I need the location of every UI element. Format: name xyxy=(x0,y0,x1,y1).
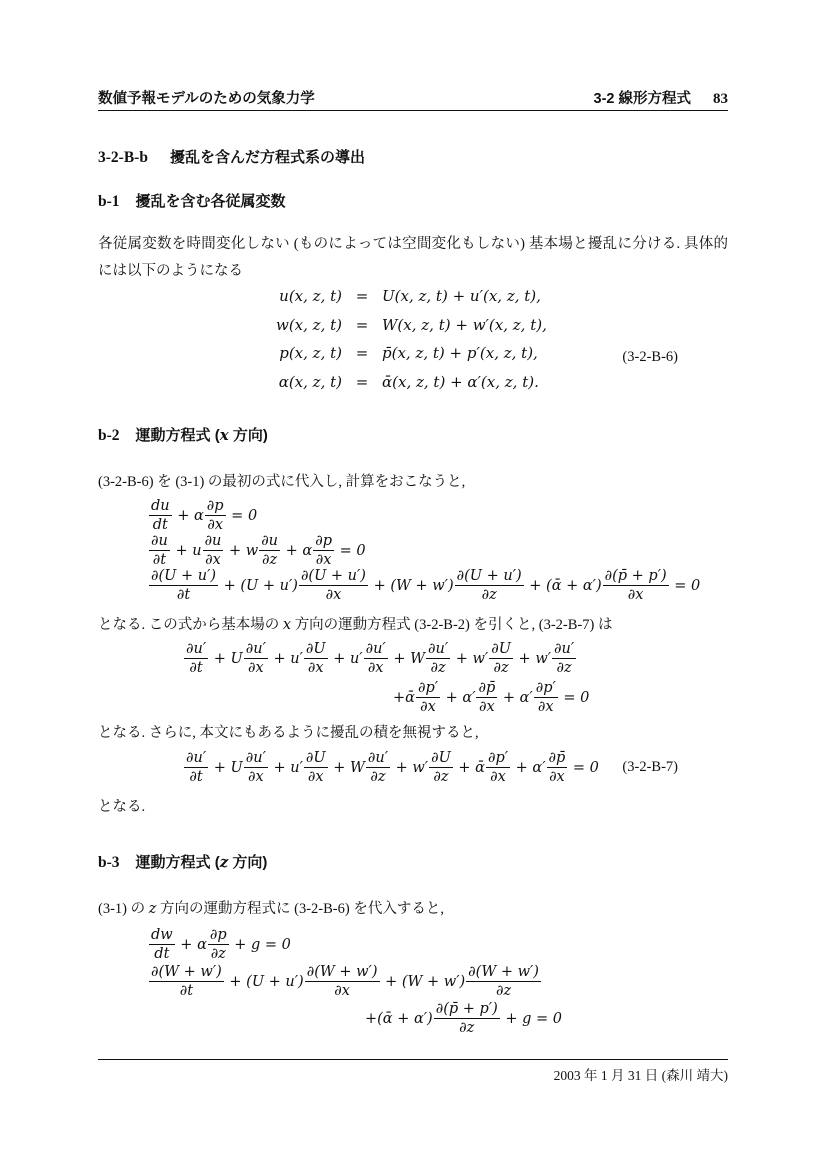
math-run: = 0 xyxy=(226,507,258,524)
equation-block-x-expanded xyxy=(98,641,728,715)
fraction: $\frac{dw}{dt}$ xyxy=(151,927,173,962)
fraction: $\frac{\partial u'}{\partial t}$ xyxy=(186,750,207,785)
math-run: + U xyxy=(209,759,243,776)
subsection-number: b-3 xyxy=(98,854,120,871)
header-right xyxy=(594,87,729,108)
math-var-z: z xyxy=(148,901,157,917)
equation-line xyxy=(148,533,728,568)
fraction: $\frac{\partial(W + w')}{\partial t}$ xyxy=(151,964,222,999)
fraction: $\frac{\partial(U + u')}{\partial z}$ xyxy=(456,568,522,603)
math-run: = 0 xyxy=(568,759,599,776)
fraction: $\frac{\partial p}{\partial x}$ xyxy=(206,498,224,533)
equation-row-w xyxy=(250,316,728,345)
equals-sign: = xyxy=(355,344,369,362)
math-run: + α xyxy=(281,542,313,559)
equation-block-x-substitution xyxy=(98,498,728,603)
fraction: $\frac{\partial u'}{\partial x}$ xyxy=(365,641,386,676)
section-title: 擾乱を含んだ方程式系の導出 xyxy=(169,149,365,166)
math-run: + u′ xyxy=(268,650,303,667)
paragraph-subtract-basic xyxy=(98,612,728,639)
page-footer xyxy=(98,1066,728,1086)
eq-rhs: ᾱ(x, z, t) + α′(x, z, t). xyxy=(382,372,539,391)
paragraph-substitute xyxy=(98,469,728,496)
subsection-heading-b-1 xyxy=(98,190,286,211)
paragraph-text: となる. さらに, 本文にもあるように擾乱の積を無視すると, xyxy=(98,725,479,741)
equals-sign: = xyxy=(355,315,369,334)
math-run: + u′ xyxy=(268,759,303,776)
math-var-z: z xyxy=(219,853,229,871)
section-heading-3-2-B-b xyxy=(98,146,365,167)
subsection-number: b-2 xyxy=(98,427,120,444)
math-run: + (U + u′) xyxy=(224,973,304,990)
equation-3-2-B-7 xyxy=(98,750,728,790)
paragraph-text: (3-2-B-6) を (3-1) の最初の式に代入し, 計算をおこなうと, xyxy=(98,474,466,490)
equation-line xyxy=(148,964,728,999)
fraction: $\frac{du}{dt}$ xyxy=(151,498,170,533)
math-run: + (W + w′) xyxy=(368,577,454,594)
fraction: $\frac{\partial p̄}{\partial x}$ xyxy=(548,750,566,785)
paragraph-z-substitute xyxy=(98,896,728,923)
equation-row-u xyxy=(250,287,728,316)
fraction: $\frac{\partial u}{\partial z}$ xyxy=(261,533,279,568)
fraction: $\frac{\partial u'}{\partial t}$ xyxy=(186,641,207,676)
equation-line xyxy=(148,568,728,603)
math-run: + U xyxy=(209,650,243,667)
eq-rhs: U(x, z, t) + u′(x, z, t), xyxy=(382,287,541,305)
equation-row-alpha xyxy=(250,373,728,402)
math-run: + α xyxy=(172,507,204,524)
equals-sign: = xyxy=(355,287,369,305)
math-run: + α′ xyxy=(511,759,546,776)
subsection-heading-b-2 xyxy=(98,424,268,445)
subsection-title: 擾乱を含む各従属変数 xyxy=(135,193,286,210)
math-run: + w′ xyxy=(391,759,429,776)
fraction: $\frac{\partial p}{\partial x}$ xyxy=(315,533,332,568)
fraction: $\frac{\partial p'}{\partial x}$ xyxy=(535,680,556,715)
paragraph-text: となる. この式から基本場の xyxy=(98,617,283,633)
math-run: + W xyxy=(388,650,426,667)
fraction: $\frac{\partial p}{\partial z}$ xyxy=(209,927,227,962)
paragraph-text: 各従属変数を時間変化しない (ものによっては空間変化もしない) 基本場と擾乱に分ける. 具体的には以下のようになる xyxy=(98,236,728,279)
equation-rows xyxy=(250,287,728,401)
math-run: + g = 0 xyxy=(229,936,291,953)
section-number: 3-2-B-b xyxy=(98,149,148,166)
math-run: = 0 xyxy=(558,689,590,706)
equation-tag-3-2-B-7: (3-2-B-7) xyxy=(622,759,678,775)
fraction: $\frac{\partial(U + u')}{\partial x}$ xyxy=(300,568,366,603)
math-run: + w xyxy=(224,542,259,559)
fraction: $\frac{\partial U}{\partial x}$ xyxy=(305,750,326,785)
equation-3-2-B-6 xyxy=(98,287,728,401)
subsection-title: 運動方程式 (x 方向) xyxy=(135,426,268,444)
equation-tag-3-2-B-6: (3-2-B-6) xyxy=(622,349,678,365)
equation-line xyxy=(183,641,728,676)
equation-line-continued xyxy=(365,1001,728,1036)
paragraph-text: 方向の運動方程式に (3-2-B-6) を代入すると, xyxy=(156,901,444,917)
eq-lhs: p(x, z, t) xyxy=(279,344,342,362)
header-rule xyxy=(98,110,728,111)
fraction: $\frac{\partial U}{\partial x}$ xyxy=(305,641,326,676)
header-left-title: 数値予報モデルのための気象力学 xyxy=(98,91,315,107)
math-run: + g = 0 xyxy=(500,1010,563,1027)
math-var-x: x xyxy=(282,617,292,633)
paragraph-text: (3-1) の xyxy=(98,901,149,917)
paragraph-tonaru xyxy=(98,794,728,821)
paragraph-neglect-products xyxy=(98,720,728,747)
math-run: + w′ xyxy=(513,650,552,667)
fraction: $\frac{\partial(p̄ + p')}{\partial z}$ xyxy=(435,1001,498,1036)
math-run: + α′ xyxy=(441,689,476,706)
fraction: $\frac{\partial(W + w')}{\partial x}$ xyxy=(306,964,378,999)
fraction: $\frac{\partial(W + w')}{\partial z}$ xyxy=(468,964,539,999)
footer-date-author: 2003 年 1 月 31 日 (森川 靖大) xyxy=(553,1068,728,1083)
math-var-x: x xyxy=(219,426,229,444)
fraction: $\frac{\partial u'}{\partial z}$ xyxy=(428,641,449,676)
fraction: $\frac{\partial u'}{\partial x}$ xyxy=(245,750,266,785)
eq-rhs: p̄(x, z, t) + p′(x, z, t), xyxy=(382,344,538,362)
subsection-number: b-1 xyxy=(98,193,120,210)
fraction: $\frac{\partial p'}{\partial x}$ xyxy=(417,680,439,715)
math-run: + α′ xyxy=(498,689,533,706)
eq-lhs: u(x, z, t) xyxy=(279,287,342,305)
fraction: $\frac{\partial(U + u')}{\partial t}$ xyxy=(151,568,217,603)
math-run: +ᾱ xyxy=(393,689,415,706)
math-run: + ᾱ xyxy=(453,759,485,776)
eq-rhs: W(x, z, t) + w′(x, z, t), xyxy=(382,315,547,334)
page-number: 83 xyxy=(713,91,728,107)
equation-line xyxy=(148,927,728,962)
fraction: $\frac{\partial U}{\partial z}$ xyxy=(491,641,511,676)
footer-rule xyxy=(98,1059,728,1060)
fraction: $\frac{\partial p'}{\partial x}$ xyxy=(487,750,509,785)
fraction: $\frac{\partial u'}{\partial z}$ xyxy=(554,641,575,676)
paragraph-intro xyxy=(98,231,728,284)
fraction: $\frac{\partial p̄}{\partial x}$ xyxy=(478,680,496,715)
math-run: +(ᾱ + α′) xyxy=(365,1010,433,1027)
page-header xyxy=(98,87,728,108)
header-section-title: 3-2 線形方程式 xyxy=(593,91,691,107)
equation-line-continued xyxy=(393,680,728,715)
math-run: + W xyxy=(328,759,365,776)
fraction: $\frac{\partial(p̄ + p')}{\partial x}$ xyxy=(604,568,667,603)
subsection-title: 運動方程式 (z 方向) xyxy=(135,853,268,871)
equation-line xyxy=(148,498,728,533)
math-run: + (U + u′) xyxy=(219,577,298,594)
math-run: + α xyxy=(175,936,207,953)
eq-lhs: α(x, z, t) xyxy=(278,372,342,391)
math-run: + (W + w′) xyxy=(380,973,466,990)
fraction: $\frac{\partial u'}{\partial z}$ xyxy=(367,750,389,785)
paragraph-text: 方向の運動方程式 (3-2-B-2) を引くと, (3-2-B-7) は xyxy=(291,617,613,633)
eq-lhs: w(x, z, t) xyxy=(275,315,342,334)
math-run: = 0 xyxy=(669,577,701,594)
math-run: + u′ xyxy=(328,650,363,667)
math-run: + w′ xyxy=(451,650,489,667)
subsection-heading-b-3 xyxy=(98,851,267,872)
fraction: $\frac{\partial u}{\partial x}$ xyxy=(204,533,222,568)
paragraph-text: となる. xyxy=(98,799,146,815)
math-run: = 0 xyxy=(334,542,366,559)
fraction: $\frac{\partial U}{\partial z}$ xyxy=(431,750,451,785)
fraction: $\frac{\partial u}{\partial t}$ xyxy=(151,533,168,568)
equation-block-z-substitution xyxy=(98,927,728,1036)
math-run: + u xyxy=(170,542,202,559)
math-run: + (ᾱ + α′) xyxy=(524,577,602,594)
fraction: $\frac{\partial u'}{\partial x}$ xyxy=(245,641,266,676)
equals-sign: = xyxy=(355,372,369,391)
